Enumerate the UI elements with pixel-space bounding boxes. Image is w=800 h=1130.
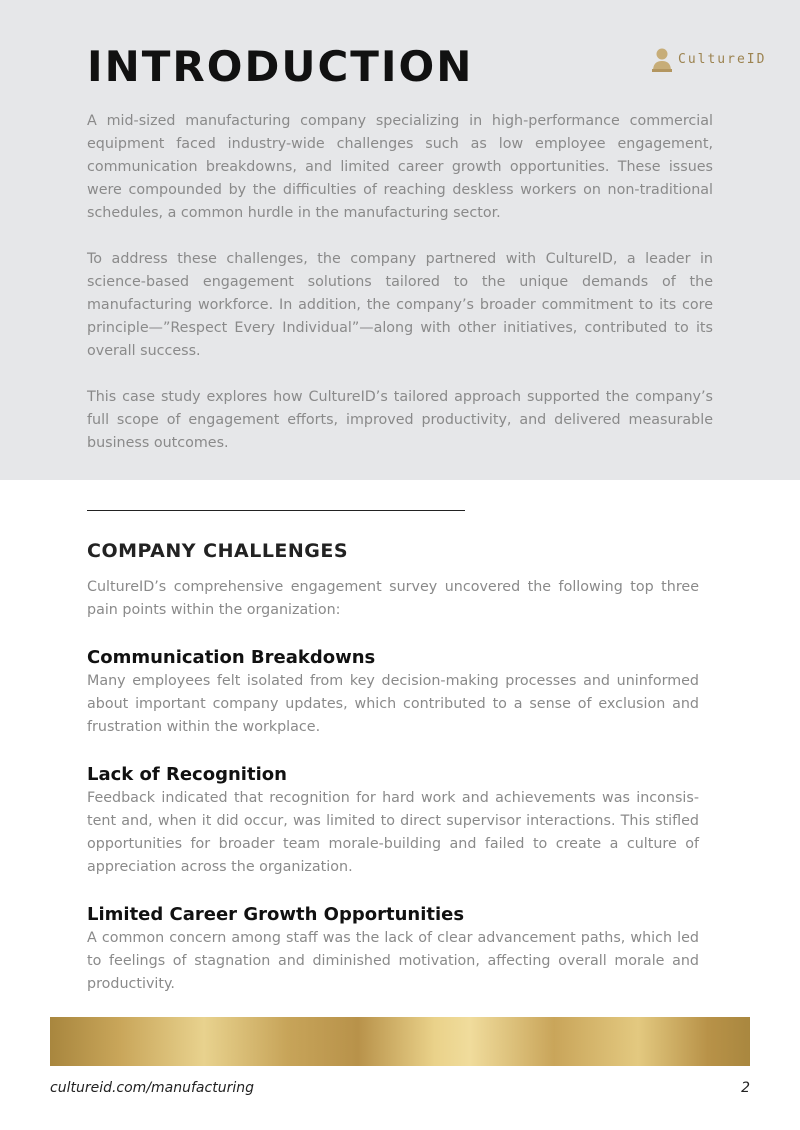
challenge-body-recognition: Feedback indicated that recognition for hard work and achievements was inconsis- tent and, when it did occur, was limited to direct supervisor interactions. This stifled opportunities for broader team morale-building and failed to create a culture of appreciation across the organization. bbox=[87, 790, 699, 875]
company-challenges-section bbox=[87, 540, 699, 996]
gold-decorative-bar bbox=[50, 1017, 750, 1066]
intro-paragraph: To address these challenges, the company partnered with CultureID, a leader in science-based engagement solutions tailored to the unique demands of the manufacturing workforce. In addition, the company’s broader commitment to its core principle—”Respect Every Individual”—along with other initiatives, contributed to its overall success. bbox=[87, 251, 713, 359]
section-divider bbox=[87, 510, 465, 511]
logo-text: CultureID bbox=[678, 51, 767, 67]
footer-url-link[interactable]: cultureid.com/manufacturing bbox=[50, 1080, 254, 1096]
intro-paragraph: This case study explores how CultureID’s tailored approach supported the company’s full scope of engagement efforts, improved productivity, and delivered measurable business outcomes. bbox=[87, 389, 713, 451]
challenge-title-recognition: Lack of Recognition bbox=[87, 764, 287, 785]
bust-icon bbox=[650, 46, 674, 72]
challenge-title-communication: Communication Breakdowns bbox=[87, 647, 376, 668]
challenges-intro: CultureID’s comprehensive engagement survey uncovered the following top three pain points within the organization: bbox=[87, 579, 699, 618]
introduction-body bbox=[87, 110, 713, 455]
challenge-title-career-growth: Limited Career Growth Opportunities bbox=[87, 904, 465, 925]
challenge-body-career-growth: A common concern among staff was the lack of clear advancement paths, which led to feelings of stagnation and diminished motivation, affecting overall morale and productivity. bbox=[87, 930, 699, 992]
cultureid-logo bbox=[650, 46, 766, 72]
page-title: INTRODUCTION bbox=[87, 42, 474, 91]
page-number: 2 bbox=[741, 1080, 750, 1096]
challenge-body-communication: Many employees felt isolated from key decision-making processes and uninformed about important company updates, which contributed to a sense of exclusion and frustration within the workplace. bbox=[87, 673, 699, 735]
section-heading: COMPANY CHALLENGES bbox=[87, 540, 349, 562]
intro-paragraph: A mid-sized manufacturing company specializing in high-performance commercial equipment faced industry-wide challenges such as low employee engagement, communication breakdowns, and limited career growth opportunities. These issues were compounded by the difficulties of reaching deskless workers on non-traditional schedules, a common hurdle in the manufacturing sector. bbox=[87, 113, 713, 221]
introduction-band bbox=[0, 0, 800, 480]
